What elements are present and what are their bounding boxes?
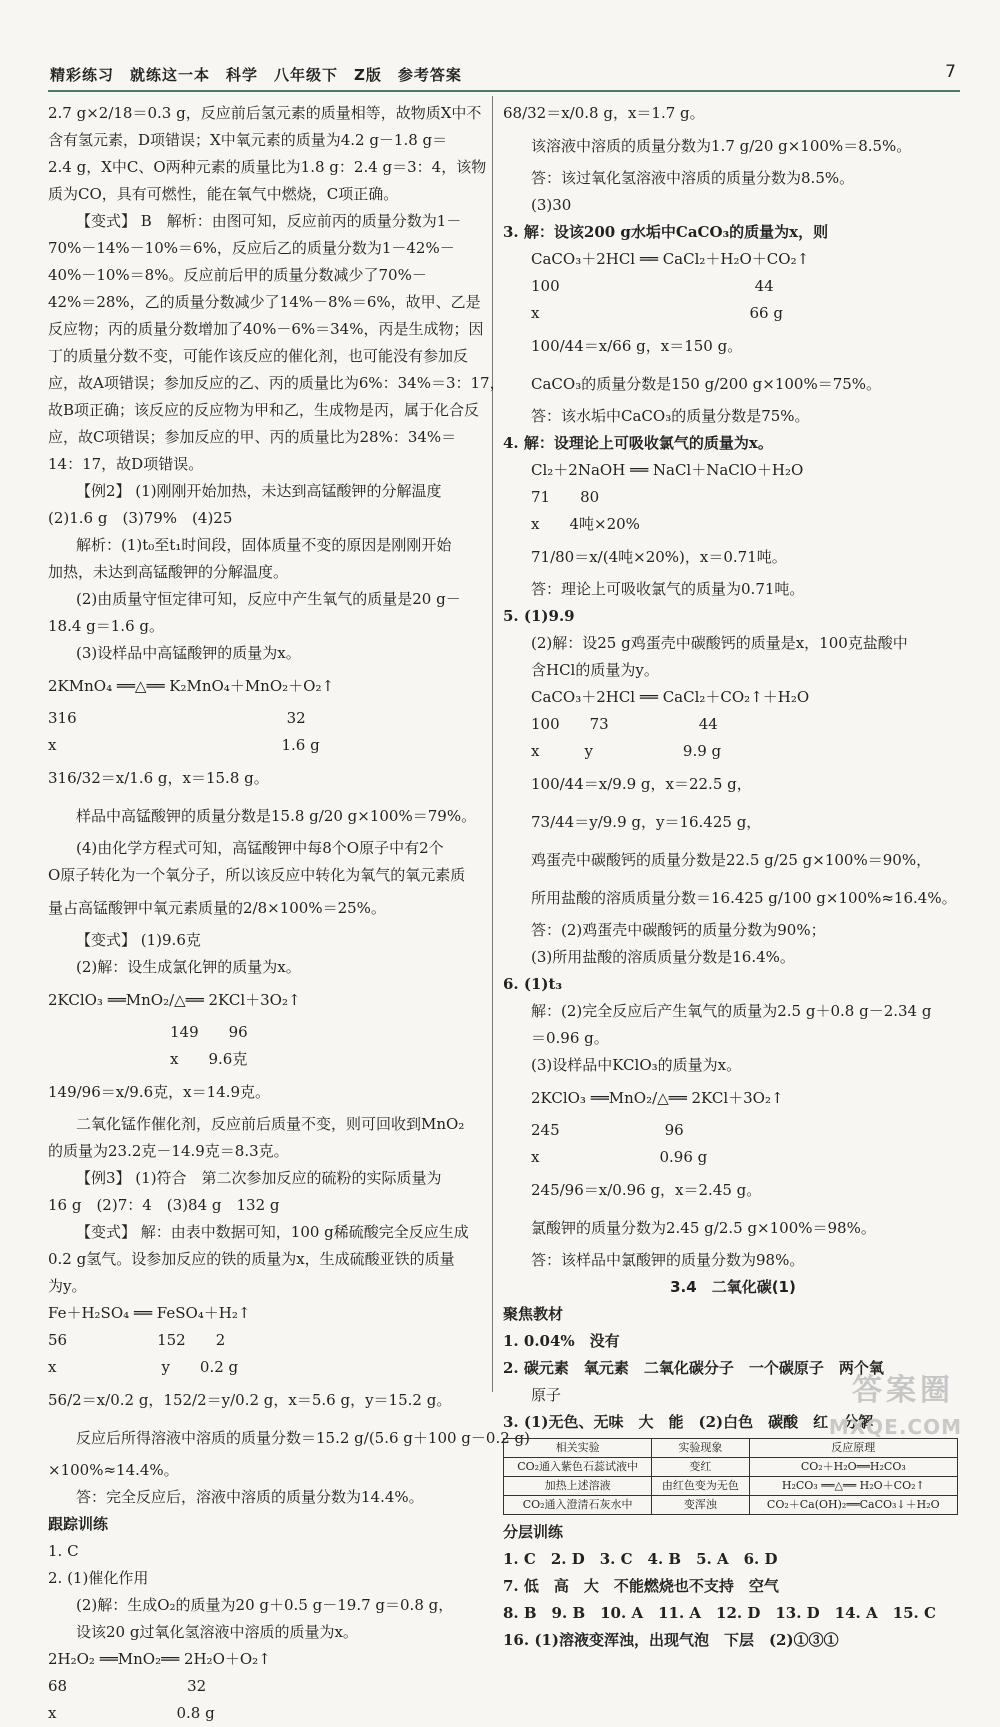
text-line: (4)由化学方程式可知，高锰酸钾中每8个O原子中有2个 <box>76 839 444 857</box>
equation-line: Cl₂＋2NaOH ══ NaCl＋NaClO＋H₂O <box>531 461 804 479</box>
table-cell: CO₂＋H₂O══H₂CO₃ <box>749 1458 957 1477</box>
text-line: 应，故C项错误；参加反应的甲、丙的质量比为28%：34%＝ <box>48 428 457 446</box>
text-line: 设该20 g过氧化氢溶液中溶质的质量为x。 <box>76 1623 358 1641</box>
equation-line: x 1.6 g <box>48 736 320 754</box>
table-cell: 加热上述溶液 <box>504 1477 652 1496</box>
text-line: 二氧化锰作催化剂，反应前后质量不变，则可回收到MnO₂ <box>76 1115 465 1133</box>
text-line: 答：理论上可吸收氯气的质量为0.71吨。 <box>531 580 805 598</box>
equation-line: 73/44＝y/9.9 g，y＝16.425 g， <box>531 813 762 831</box>
text-line: 2. 碳元素 氧元素 二氧化碳分子 一个碳原子 两个氧 <box>503 1359 884 1377</box>
text-line: 故B项正确；该反应的反应物为甲和乙，生成物是丙，属于化合反 <box>48 401 480 419</box>
page-header <box>48 60 960 92</box>
text-line: O原子转化为一个氧分子，所以该反应中转化为氧气的氧元素质 <box>48 866 466 884</box>
equation-line: CaCO₃＋2HCl ══ CaCl₂＋CO₂↑＋H₂O <box>531 688 810 706</box>
table-cell: 变浑浊 <box>652 1496 749 1515</box>
text-line: 40%－10%＝8%。反应前后甲的质量分数减少了70%－ <box>48 266 427 284</box>
text-line: 鸡蛋壳中碳酸钙的质量分数是22.5 g/25 g×100%＝90%， <box>531 851 932 869</box>
section-heading: 聚焦教材 <box>503 1305 564 1323</box>
section-heading: 跟踪训练 <box>48 1515 109 1533</box>
text-line: 反应后所得溶液中溶质的质量分数＝15.2 g/(5.6 g＋100 g－0.2 g) <box>76 1429 530 1447</box>
equation-line: x 9.6克 <box>170 1050 248 1068</box>
text-line: 氯酸钾的质量分数为2.45 g/2.5 g×100%＝98%。 <box>531 1219 876 1237</box>
text-line: 0.2 g氢气。设参加反应的铁的质量为x，生成硫酸亚铁的质量 <box>48 1250 455 1268</box>
text-line: 16 g (2)7：4 (3)84 g 132 g <box>48 1196 280 1214</box>
equation-line: 149/96＝x/9.6克，x＝14.9克。 <box>48 1083 270 1101</box>
text-line: 1. C <box>48 1542 79 1560</box>
left-column <box>48 100 530 1727</box>
text-line: ×100%≈14.4%。 <box>48 1461 179 1479</box>
text-line: 【变式】 解：由表中数据可知，100 g稀硫酸完全反应生成 <box>76 1223 469 1241</box>
text-line: CaCO₃的质量分数是150 g/200 g×100%＝75%。 <box>531 375 882 393</box>
page-number: 7 <box>945 62 956 82</box>
text-line: 所用盐酸的溶质质量分数＝16.425 g/100 g×100%≈16.4%。 <box>531 889 957 907</box>
text-line: 加热，未达到高锰酸钾的分解温度。 <box>48 563 289 581</box>
equation-line: 68 32 <box>48 1677 207 1695</box>
text-line: 8. B 9. B 10. A 11. A 12. D 13. D 14. A 15. C <box>503 1604 936 1622</box>
equation-line: 2KMnO₄ ══△══ K₂MnO₄＋MnO₂＋O₂↑ <box>48 677 335 695</box>
text-line: 答：完全反应后，溶液中溶质的质量分数为14.4%。 <box>76 1488 424 1506</box>
table-header-row <box>504 1439 958 1458</box>
equation-line: 100 44 <box>531 277 774 295</box>
table-header-cell: 相关实验 <box>504 1439 652 1458</box>
text-line: 5. (1)9.9 <box>503 607 575 625</box>
text-line: 答：(2)鸡蛋壳中碳酸钙的质量分数为90%； <box>531 921 826 939</box>
text-line: 答：该过氧化氢溶液中溶质的质量分数为8.5%。 <box>531 169 855 187</box>
equation-line: 2KClO₃ ══MnO₂/△══ 2KCl＋3O₂↑ <box>48 991 301 1009</box>
text-line: 该溶液中溶质的质量分数为1.7 g/20 g×100%＝8.5%。 <box>531 137 912 155</box>
equation-line: x 4吨×20% <box>531 515 640 533</box>
text-line: (2)解：生成O₂的质量为20 g＋0.5 g－19.7 g＝0.8 g， <box>76 1596 454 1614</box>
text-line: 应，故A项错误；参加反应的乙、丙的质量比为6%：34%＝3：17， <box>48 374 505 392</box>
text-line: 7. 低 高 大 不能燃烧也不支持 空气 <box>503 1577 779 1595</box>
text-line: 6. (1)t₃ <box>503 975 563 993</box>
text-line: 4. 解：设理论上可吸收氯气的质量为x。 <box>503 434 773 452</box>
table-header-cell: 实验现象 <box>652 1439 749 1458</box>
text-line: 2.7 g×2/18＝0.3 g，反应前后氢元素的质量相等，故物质X中不 <box>48 104 482 122</box>
equation-line: x 0.96 g <box>531 1148 708 1166</box>
text-line: 2. (1)催化作用 <box>48 1569 149 1587</box>
text-line: 【例3】 (1)符合 第二次参加反应的硫粉的实际质量为 <box>76 1169 442 1187</box>
text-line: 2.4 g，X中C、O两种元素的质量比为1.8 g：2.4 g＝3：4，该物 <box>48 158 487 176</box>
equation-line: 100/44＝x/9.9 g，x＝22.5 g， <box>531 775 752 793</box>
text-line: 【例2】 (1)刚刚开始加热，未达到高锰酸钾的分解温度 <box>76 482 442 500</box>
text-line: 【变式】 (1)9.6克 <box>76 931 201 949</box>
text-line: 反应物；丙的质量分数增加了40%－6%＝34%，丙是生成物；因 <box>48 320 484 338</box>
table-cell: CO₂通入紫色石蕊试液中 <box>504 1458 652 1477</box>
text-line: 3. (1)无色、无味 大 能 (2)白色 碳酸 红 分解 <box>503 1413 874 1431</box>
text-line: 含HCl的质量为y。 <box>531 661 659 679</box>
section-heading: 分层训练 <box>503 1523 564 1541</box>
equation-line: 245 96 <box>531 1121 684 1139</box>
equation-line: 316 32 <box>48 709 306 727</box>
text-line: 答：该样品中氯酸钾的质量分数为98%。 <box>531 1251 805 1269</box>
table-header-cell: 反应原理 <box>749 1439 957 1458</box>
equation-line: 2KClO₃ ══MnO₂/△══ 2KCl＋3O₂↑ <box>531 1089 784 1107</box>
equation-line: CaCO₃＋2HCl ══ CaCl₂＋H₂O＋CO₂↑ <box>531 250 810 268</box>
text-line: 为y。 <box>48 1277 87 1295</box>
text-line: (2)由质量守恒定律可知，反应中产生氧气的质量是20 g－ <box>76 590 461 608</box>
text-line: 丁的质量分数不变，可能作该反应的催化剂，也可能没有参加反 <box>48 347 469 365</box>
text-line: 70%－14%－10%＝6%，反应后乙的质量分数为1－42%－ <box>48 239 455 257</box>
text-line: 3. 解：设该200 g水垢中CaCO₃的质量为x，则 <box>503 223 829 241</box>
equation-line: x 0.8 g <box>48 1704 215 1722</box>
equation-line: Fe＋H₂SO₄ ══ FeSO₄＋H₂↑ <box>48 1304 251 1322</box>
watermark-seal: 答案圈 <box>852 1373 954 1408</box>
equation-line: x y 0.2 g <box>48 1358 239 1376</box>
equation-line: 316/32＝x/1.6 g，x＝15.8 g。 <box>48 769 269 787</box>
text-line: 原子 <box>531 1386 562 1404</box>
text-line: 的质量为23.2克－14.9克＝8.3克。 <box>48 1142 289 1160</box>
text-line: 18.4 g＝1.6 g。 <box>48 617 164 635</box>
equation-line: x y 9.9 g <box>531 742 722 760</box>
text-line: 1. 0.04% 没有 <box>503 1332 620 1350</box>
text-line: (3)设样品中KClO₃的质量为x。 <box>531 1056 742 1074</box>
text-line: 解：(2)完全反应后产生氧气的质量为2.5 g＋0.8 g－2.34 g <box>531 1002 932 1020</box>
table-row <box>504 1458 958 1477</box>
text-line: (3)30 <box>531 196 572 214</box>
equation-line: 2H₂O₂ ══MnO₂══ 2H₂O＋O₂↑ <box>48 1650 271 1668</box>
text-line: (2)解：设生成氯化钾的质量为x。 <box>76 958 301 976</box>
text-line: (3)设样品中高锰酸钾的质量为x。 <box>76 644 301 662</box>
text-line: 1. C 2. D 3. C 4. B 5. A 6. D <box>503 1550 778 1568</box>
equation-line: 71/80＝x/(4吨×20%)，x＝0.71吨。 <box>531 548 787 566</box>
equation-line: 56 152 2 <box>48 1331 226 1349</box>
watermark-url: MXQE.COM <box>828 1415 962 1439</box>
equation-line: 245/96＝x/0.96 g，x＝2.45 g。 <box>531 1181 762 1199</box>
equation-line: 71 80 <box>531 488 600 506</box>
equation-line: 56/2＝x/0.2 g，152/2＝y/0.2 g，x＝5.6 g，y＝15.2 g。 <box>48 1391 452 1409</box>
equation-line: 149 96 <box>170 1023 248 1041</box>
table-row <box>504 1477 958 1496</box>
reaction-table <box>503 1438 958 1515</box>
table-row <box>504 1496 958 1515</box>
text-line: 量占高锰酸钾中氧元素质量的2/8×100%＝25%。 <box>48 899 386 917</box>
text-line: 14：17，故D项错误。 <box>48 455 204 473</box>
equation-line: 68/32＝x/0.8 g，x＝1.7 g。 <box>503 104 705 122</box>
text-line: 含有氢元素，D项错误；X中氧元素的质量为4.2 g－1.8 g＝ <box>48 131 448 149</box>
text-line: (2)1.6 g (3)79% (4)25 <box>48 509 233 527</box>
text-line: 答：该水垢中CaCO₃的质量分数是75%。 <box>531 407 810 425</box>
section-title: 3.4 二氧化碳(1) <box>670 1278 796 1296</box>
table-cell: CO₂通入澄清石灰水中 <box>504 1496 652 1515</box>
equation-line: 100/44＝x/66 g，x＝150 g。 <box>531 337 743 355</box>
text-line: 16. (1)溶液变浑浊，出现气泡 下层 (2)①③① <box>503 1631 839 1649</box>
equation-line: x 66 g <box>531 304 783 322</box>
text-line: ＝0.96 g。 <box>531 1029 609 1047</box>
header-title: 精彩练习 就练这一本 科学 八年级下 Z版 参考答案 <box>50 66 462 84</box>
text-line: 解析：(1)t₀至t₁时间段，固体质量不变的原因是刚刚开始 <box>76 536 452 554</box>
text-line: 质为CO，具有可燃性，能在氧气中燃烧，C项正确。 <box>48 185 399 203</box>
text-line: 42%＝28%，乙的质量分数减少了14%－8%＝6%，故甲、乙是 <box>48 293 481 311</box>
text-line: 样品中高锰酸钾的质量分数是15.8 g/20 g×100%＝79%。 <box>76 807 477 825</box>
equation-line: 100 73 44 <box>531 715 718 733</box>
table-cell: H₂CO₃ ══△══ H₂O＋CO₂↑ <box>749 1477 957 1496</box>
table-cell: 变红 <box>652 1458 749 1477</box>
table-cell: 由红色变为无色 <box>652 1477 749 1496</box>
table-cell: CO₂＋Ca(OH)₂══CaCO₃↓＋H₂O <box>749 1496 957 1515</box>
column-divider <box>492 96 493 1392</box>
text-line: (2)解：设25 g鸡蛋壳中碳酸钙的质量是x，100克盐酸中 <box>531 634 908 652</box>
text-line: (3)所用盐酸的溶质质量分数是16.4%。 <box>531 948 795 966</box>
text-line: 【变式】 B 解析：由图可知，反应前丙的质量分数为1－ <box>76 212 462 230</box>
